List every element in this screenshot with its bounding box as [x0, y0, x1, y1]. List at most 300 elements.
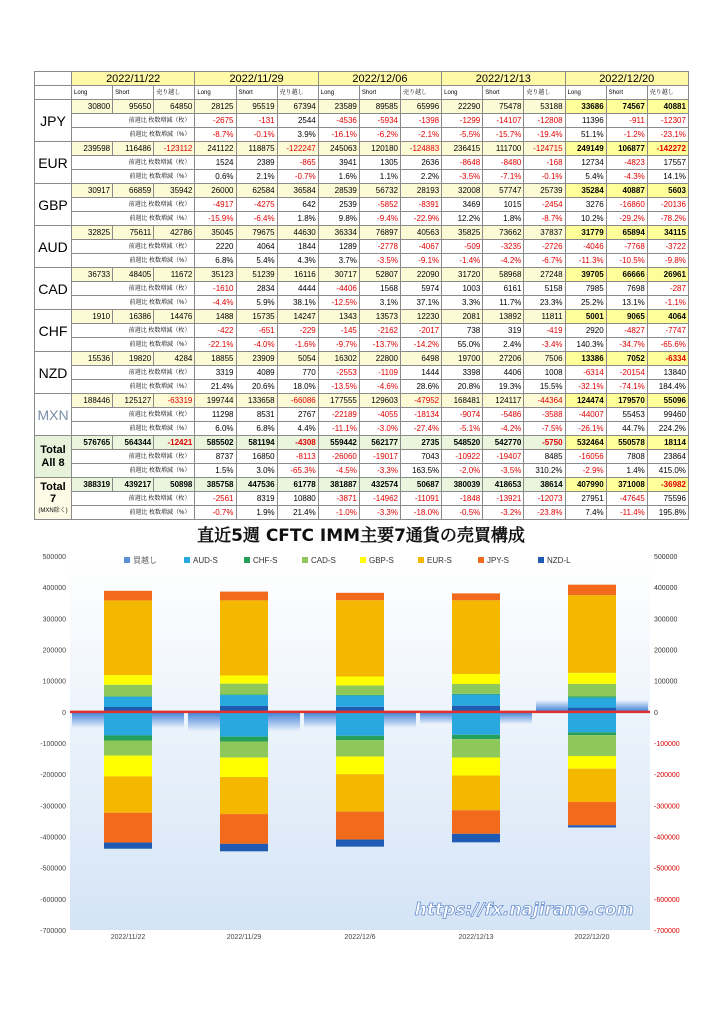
change-value: -20136 — [647, 198, 688, 212]
legend-label: 買越し — [133, 556, 157, 565]
change-row-label: 前週比 枚数増減（枚） — [72, 324, 195, 338]
change-value: -8480 — [483, 156, 524, 170]
change-value: -20154 — [606, 366, 647, 380]
pct-value: 6.8% — [195, 254, 236, 268]
change-value: 10880 — [277, 492, 318, 506]
y-tick-label-left: 100000 — [42, 678, 66, 686]
pct-value: 10.2% — [565, 212, 606, 226]
position-value: 74567 — [606, 100, 647, 114]
legend-swatch — [360, 557, 366, 563]
change-value: 4444 — [277, 282, 318, 296]
position-value: -4308 — [277, 436, 318, 450]
change-value: -3871 — [318, 492, 359, 506]
position-value: 6498 — [401, 352, 442, 366]
position-value: 15735 — [236, 310, 277, 324]
change-value: -287 — [647, 282, 688, 296]
short-bar-segment — [568, 769, 616, 802]
pct-value: -5.1% — [442, 422, 483, 436]
position-value: 36584 — [277, 184, 318, 198]
pct-row-label: 前週比 枚数増減（%） — [72, 254, 195, 268]
pct-value: 18.0% — [277, 380, 318, 394]
pct-value: 5.9% — [236, 296, 277, 310]
position-value: 65894 — [606, 226, 647, 240]
position-value: 61778 — [277, 478, 318, 492]
position-value: -12421 — [154, 436, 195, 450]
pct-value: -23.8% — [524, 506, 565, 520]
position-value: 23589 — [318, 100, 359, 114]
change-value: -5852 — [359, 198, 400, 212]
position-value: 4284 — [154, 352, 195, 366]
column-header: 売り越し — [524, 86, 565, 100]
position-value: 168481 — [442, 394, 483, 408]
change-value: -4055 — [359, 408, 400, 422]
pct-row-label: 前週比 枚数増減（%） — [72, 212, 195, 226]
position-value: -66086 — [277, 394, 318, 408]
position-value: 30800 — [72, 100, 113, 114]
pct-value: -29.2% — [606, 212, 647, 226]
pct-value: -1.1% — [647, 296, 688, 310]
change-value: 4089 — [236, 366, 277, 380]
column-header: 売り越し — [401, 86, 442, 100]
pct-value: -6.2% — [359, 128, 400, 142]
stacked-bar-chart — [34, 513, 688, 968]
change-value: -2454 — [524, 198, 565, 212]
change-value: 1524 — [195, 156, 236, 170]
position-value: 124474 — [565, 394, 606, 408]
pct-value: -2.9% — [565, 464, 606, 478]
position-value: 48405 — [113, 268, 154, 282]
pct-value: -10.5% — [606, 254, 647, 268]
y-tick-label-left: 0 — [62, 709, 66, 717]
change-value: -2017 — [401, 324, 442, 338]
position-value: -122247 — [277, 142, 318, 156]
change-value: -911 — [606, 114, 647, 128]
short-bar-segment — [104, 813, 152, 843]
position-value: 30717 — [318, 268, 359, 282]
change-value: 770 — [277, 366, 318, 380]
change-value: -4536 — [318, 114, 359, 128]
change-value: -19407 — [483, 450, 524, 464]
pct-value: -4.2% — [483, 422, 524, 436]
change-value: 2539 — [318, 198, 359, 212]
y-tick-label-left: -400000 — [40, 834, 66, 842]
short-bar-segment — [452, 757, 500, 775]
pct-value: -19.4% — [524, 128, 565, 142]
position-value: 16386 — [113, 310, 154, 324]
pct-value: 13.1% — [606, 296, 647, 310]
change-value: -8391 — [401, 198, 442, 212]
position-value: 16116 — [277, 268, 318, 282]
change-value: -12808 — [524, 114, 565, 128]
position-value: 236415 — [442, 142, 483, 156]
y-tick-label-right: -100000 — [654, 741, 680, 748]
pct-value: -1.2% — [606, 128, 647, 142]
position-value: 36334 — [318, 226, 359, 240]
long-bar-segment — [104, 697, 152, 707]
long-bar-segment — [336, 685, 384, 695]
change-value: 11396 — [565, 114, 606, 128]
change-value: -18134 — [401, 408, 442, 422]
long-bar-segment — [452, 694, 500, 695]
position-value: 581194 — [236, 436, 277, 450]
pct-value: -34.7% — [606, 338, 647, 352]
change-row-label: 前週比 枚数増減（枚） — [72, 240, 195, 254]
pct-value: -9.1% — [401, 254, 442, 268]
change-value: 3276 — [565, 198, 606, 212]
position-value: -44364 — [524, 394, 565, 408]
change-row-label: 前週比 枚数増減（枚） — [72, 156, 195, 170]
pct-value: 37.1% — [401, 296, 442, 310]
change-value: 7808 — [606, 450, 647, 464]
pct-value: -18.0% — [401, 506, 442, 520]
pct-value: -4.2% — [483, 254, 524, 268]
position-value: 62584 — [236, 184, 277, 198]
position-value: 133658 — [236, 394, 277, 408]
position-value: 58968 — [483, 268, 524, 282]
pct-value: -3.4% — [524, 338, 565, 352]
position-value: 42786 — [154, 226, 195, 240]
change-value: 5158 — [524, 282, 565, 296]
change-value: 1289 — [318, 240, 359, 254]
pct-value: 2.4% — [483, 338, 524, 352]
change-value: 1305 — [359, 156, 400, 170]
pct-value: -3.3% — [359, 506, 400, 520]
position-value: 57747 — [483, 184, 524, 198]
short-bar-segment — [336, 740, 384, 756]
position-value: 64850 — [154, 100, 195, 114]
chart-title: 直近5週 CFTC IMM主要7通貨の売買構成 — [197, 526, 525, 546]
pct-value: 3.0% — [236, 464, 277, 478]
position-value: 447536 — [236, 478, 277, 492]
position-value: 22800 — [359, 352, 400, 366]
y-tick-label-left: -300000 — [40, 803, 66, 811]
position-value: 432574 — [359, 478, 400, 492]
position-value: 106877 — [606, 142, 647, 156]
x-tick-label: 2022/11/29 — [226, 934, 262, 941]
short-bar-segment — [104, 712, 152, 736]
short-bar-segment — [568, 756, 616, 769]
pct-value: 3.1% — [359, 296, 400, 310]
long-bar-segment — [336, 695, 384, 706]
change-value: 8319 — [236, 492, 277, 506]
position-value: -123112 — [154, 142, 195, 156]
column-header: Long — [442, 86, 483, 100]
long-bar-segment — [452, 593, 500, 600]
column-header: Short — [483, 86, 524, 100]
change-value: -145 — [318, 324, 359, 338]
pct-value: 21.4% — [195, 380, 236, 394]
position-value: 241122 — [195, 142, 236, 156]
change-value: -26060 — [318, 450, 359, 464]
short-bar-segment — [220, 777, 268, 814]
pct-value: -26.1% — [565, 422, 606, 436]
change-value: -229 — [277, 324, 318, 338]
change-value: 4406 — [483, 366, 524, 380]
position-value: 245063 — [318, 142, 359, 156]
corner-cell — [35, 86, 72, 100]
pct-value: 12.2% — [442, 212, 483, 226]
currency-code: EUR — [38, 154, 68, 171]
change-value: -7768 — [606, 240, 647, 254]
position-value: 5001 — [565, 310, 606, 324]
change-value: -1109 — [359, 366, 400, 380]
long-bar-segment — [104, 591, 152, 601]
pct-value: 6.8% — [236, 422, 277, 436]
position-value: 31720 — [442, 268, 483, 282]
position-value: 18855 — [195, 352, 236, 366]
change-value: 2920 — [565, 324, 606, 338]
change-value: -8113 — [277, 450, 318, 464]
change-value: -168 — [524, 156, 565, 170]
short-bar-segment — [452, 810, 500, 834]
position-value: 67394 — [277, 100, 318, 114]
position-value: 50898 — [154, 478, 195, 492]
short-bar-segment — [220, 742, 268, 758]
position-value: 14476 — [154, 310, 195, 324]
date-header: 2022/12/13 — [442, 72, 565, 86]
change-value: 27951 — [565, 492, 606, 506]
change-value: 7985 — [565, 282, 606, 296]
long-bar-segment — [568, 673, 616, 684]
column-header: Long — [565, 86, 606, 100]
position-value: 585502 — [195, 436, 236, 450]
pct-value: 11.7% — [483, 296, 524, 310]
legend-swatch — [302, 557, 308, 563]
position-value: 32825 — [72, 226, 113, 240]
short-bar-segment — [220, 814, 268, 844]
position-value: 11811 — [524, 310, 565, 324]
change-value: 8485 — [524, 450, 565, 464]
y-tick-label-right: 200000 — [654, 647, 678, 655]
change-row-label: 前週比 枚数増減（枚） — [72, 282, 195, 296]
short-bar-segment — [336, 774, 384, 811]
long-bar-segment — [336, 600, 384, 676]
pct-value: -13.5% — [318, 380, 359, 394]
y-tick-label-right: 300000 — [654, 616, 678, 624]
long-bar-segment — [568, 698, 616, 708]
change-value: -4827 — [606, 324, 647, 338]
y-tick-label-right: 100000 — [654, 678, 678, 686]
chart-panel — [34, 513, 688, 968]
position-value: 249149 — [565, 142, 606, 156]
change-value: 8531 — [236, 408, 277, 422]
position-value: 9065 — [606, 310, 647, 324]
pct-value: 163.5% — [401, 464, 442, 478]
short-bar-segment — [452, 834, 500, 842]
date-header: 2022/12/06 — [318, 72, 441, 86]
change-value: 1008 — [524, 366, 565, 380]
position-value: 22090 — [401, 268, 442, 282]
pct-value: -27.4% — [401, 422, 442, 436]
change-value: 5974 — [401, 282, 442, 296]
pct-value: -3.2% — [483, 506, 524, 520]
position-value: 1488 — [195, 310, 236, 324]
pct-row-label: 前週比 枚数増減（%） — [72, 464, 195, 478]
legend-swatch — [184, 557, 190, 563]
short-bar-segment — [568, 802, 616, 825]
change-value: -10922 — [442, 450, 483, 464]
short-bar-segment — [220, 844, 268, 851]
pct-value: -32.1% — [565, 380, 606, 394]
change-value: 7043 — [401, 450, 442, 464]
cftc-table — [34, 71, 689, 520]
change-row-label: 前週比 枚数増減（枚） — [72, 198, 195, 212]
currency-code: NZD — [38, 364, 68, 381]
pct-value: -3.5% — [483, 464, 524, 478]
column-header: Short — [236, 86, 277, 100]
pct-value: 55.0% — [442, 338, 483, 352]
position-value: 75478 — [483, 100, 524, 114]
position-value: 65996 — [401, 100, 442, 114]
position-value: 239598 — [72, 142, 113, 156]
y-tick-label-left: 400000 — [42, 585, 66, 593]
legend-swatch — [244, 557, 250, 563]
short-bar-segment — [336, 812, 384, 840]
position-value: 34115 — [647, 226, 688, 240]
legend-swatch — [478, 557, 484, 563]
pct-value: 6.0% — [195, 422, 236, 436]
pct-value: 9.8% — [318, 212, 359, 226]
position-value: 27206 — [483, 352, 524, 366]
y-tick-label-right: -600000 — [654, 896, 680, 904]
pct-row-label: 前週比 枚数増減（%） — [72, 128, 195, 142]
position-value: 562177 — [359, 436, 400, 450]
pct-value: -11.3% — [565, 254, 606, 268]
currency-code: Total — [40, 480, 66, 493]
short-bar-segment — [452, 775, 500, 810]
long-bar-segment — [220, 592, 268, 601]
currency-label — [35, 268, 72, 310]
change-value: 23864 — [647, 450, 688, 464]
position-value: -142272 — [647, 142, 688, 156]
long-bar-segment — [336, 677, 384, 686]
short-bar-segment — [104, 756, 152, 777]
position-value: 26961 — [647, 268, 688, 282]
position-value: 35942 — [154, 184, 195, 198]
pct-row-label: 前週比 枚数増減（%） — [72, 296, 195, 310]
currency-code: CHF — [38, 322, 68, 339]
position-value: 5054 — [277, 352, 318, 366]
x-tick-label: 2022/12/13 — [458, 934, 494, 941]
position-value: 14247 — [277, 310, 318, 324]
change-value: 1015 — [483, 198, 524, 212]
change-value: 7698 — [606, 282, 647, 296]
change-value: 12734 — [565, 156, 606, 170]
change-value: -5486 — [483, 408, 524, 422]
pct-value: -0.7% — [195, 506, 236, 520]
position-value: 199744 — [195, 394, 236, 408]
change-value: 17557 — [647, 156, 688, 170]
change-row-label: 前週比 枚数増減（枚） — [72, 492, 195, 506]
pct-value: 23.3% — [524, 296, 565, 310]
change-value: 4064 — [236, 240, 277, 254]
change-value: -1848 — [442, 492, 483, 506]
position-value: 79675 — [236, 226, 277, 240]
pct-value: -9.8% — [647, 254, 688, 268]
short-bar-segment — [336, 756, 384, 774]
long-bar-segment — [452, 600, 500, 674]
pct-value: 3.7% — [318, 254, 359, 268]
pct-value: 224.2% — [647, 422, 688, 436]
change-value: -1299 — [442, 114, 483, 128]
change-value: -2162 — [359, 324, 400, 338]
short-bar-segment — [104, 776, 152, 812]
position-value: 124117 — [483, 394, 524, 408]
change-value: -11091 — [401, 492, 442, 506]
pct-value: -3.0% — [359, 422, 400, 436]
pct-value: 15.5% — [524, 380, 565, 394]
currency-label — [35, 394, 72, 436]
position-value: 28125 — [195, 100, 236, 114]
pct-value: 1.8% — [483, 212, 524, 226]
column-header: Long — [195, 86, 236, 100]
currency-label — [35, 142, 72, 184]
change-value: -9074 — [442, 408, 483, 422]
change-value: 6161 — [483, 282, 524, 296]
position-value: 26000 — [195, 184, 236, 198]
position-value: -6334 — [647, 352, 688, 366]
pct-value: 5.4% — [236, 254, 277, 268]
long-bar-segment — [568, 696, 616, 698]
y-tick-label-right: -500000 — [654, 865, 680, 873]
column-header: Long — [318, 86, 359, 100]
pct-value: -7.1% — [483, 170, 524, 184]
y-tick-label-left: -600000 — [40, 896, 66, 904]
pct-value: 25.2% — [565, 296, 606, 310]
position-value: 38614 — [524, 478, 565, 492]
long-bar-segment — [104, 696, 152, 697]
position-value: 407990 — [565, 478, 606, 492]
position-value: 35284 — [565, 184, 606, 198]
position-value: 7052 — [606, 352, 647, 366]
position-value: 55096 — [647, 394, 688, 408]
position-value: -47952 — [401, 394, 442, 408]
column-header: 売り越し — [647, 86, 688, 100]
position-value: 44630 — [277, 226, 318, 240]
pct-value: 1.6% — [318, 170, 359, 184]
position-value: 89585 — [359, 100, 400, 114]
y-tick-label-left: 300000 — [42, 616, 66, 624]
long-bar-segment — [220, 600, 268, 675]
long-bar-segment — [220, 684, 268, 695]
position-value: 95519 — [236, 100, 277, 114]
change-value: -13921 — [483, 492, 524, 506]
change-value: 2389 — [236, 156, 277, 170]
currency-label — [35, 184, 72, 226]
position-value: 13892 — [483, 310, 524, 324]
position-value: 50687 — [401, 478, 442, 492]
change-value: 2834 — [236, 282, 277, 296]
position-value: 1343 — [318, 310, 359, 324]
position-value: 19700 — [442, 352, 483, 366]
pct-value: 3.3% — [442, 296, 483, 310]
change-value: 16850 — [236, 450, 277, 464]
column-header: Short — [606, 86, 647, 100]
pct-value: -0.5% — [442, 506, 483, 520]
change-value: -16860 — [606, 198, 647, 212]
change-value: -44007 — [565, 408, 606, 422]
short-bar-segment — [568, 712, 616, 733]
position-value: 66859 — [113, 184, 154, 198]
change-value: -1610 — [195, 282, 236, 296]
currency-code: MXN — [37, 406, 69, 423]
pct-value: -4.0% — [236, 338, 277, 352]
position-value: 179570 — [606, 394, 647, 408]
pct-row-label: 前週比 枚数増減（%） — [72, 380, 195, 394]
currency-label — [35, 100, 72, 142]
change-value: 3398 — [442, 366, 483, 380]
legend-swatch — [124, 557, 130, 563]
